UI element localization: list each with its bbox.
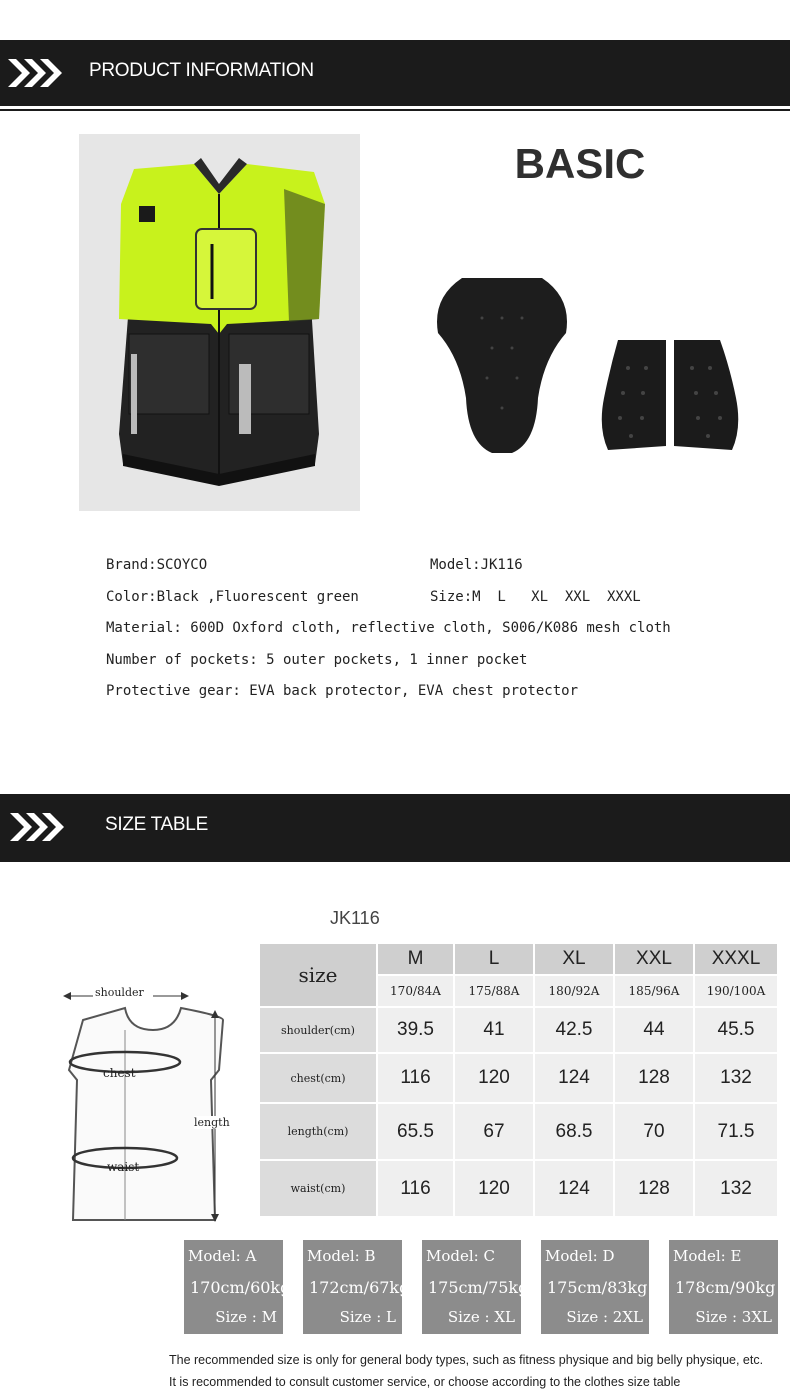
spec-protective-gear: Protective gear: EVA back protector, EVA chest protector [106,683,579,699]
size-name: L [455,944,533,974]
table-cell: 68.5 [535,1104,613,1159]
divider [0,109,790,111]
shoulder-label: shoulder [95,986,144,999]
section-title: PRODUCT INFORMATION [89,60,314,81]
back-protector-image [432,278,572,456]
table-cell: 116 [378,1054,453,1102]
chest-protector-left-image [598,338,670,452]
table-cell: 132 [695,1054,777,1102]
row-label: chest(cm) [260,1054,376,1102]
model-size: Size : XL [447,1308,515,1326]
section-title: SIZE TABLE [105,814,208,835]
measurement-diagram [55,980,255,1230]
chevron-arrows-icon [10,811,66,843]
table-cell: 70 [615,1104,693,1159]
table-cell: 67 [455,1104,533,1159]
chevron-arrows-icon [8,57,64,89]
divider [0,860,790,862]
size-name: XL [535,944,613,974]
model-size: Size : 3XL [695,1308,772,1326]
model-size: Size : 2XL [566,1308,643,1326]
model-card-e [669,1240,778,1334]
model-card-c [422,1240,529,1334]
size-table [258,942,779,1218]
table-cell: 132 [695,1161,777,1216]
size-code: 190/100A [695,976,777,1006]
size-name: XXXL [695,944,777,974]
table-cell: 39.5 [378,1008,453,1052]
size-table-banner [0,794,790,860]
model-name: Model: E [673,1247,742,1265]
model-body: 170cm/60kg [190,1278,291,1297]
spec-brand: Brand:SCOYCO [106,557,208,573]
row-label: waist(cm) [260,1161,376,1216]
table-cell: 65.5 [378,1104,453,1159]
model-size: Size : M [215,1308,277,1326]
size-name: M [378,944,453,974]
size-note-2: It is recommended to consult customer service, or choose according to the clothes size table [169,1375,681,1389]
size-code: 170/84A [378,976,453,1006]
table-cell: 42.5 [535,1008,613,1052]
model-name: Model: A [188,1247,257,1265]
table-cell: 124 [535,1161,613,1216]
model-body: 178cm/90kg [675,1278,776,1297]
spec-size: Size:M L XL XXL XXXL [430,589,641,605]
table-cell: 41 [455,1008,533,1052]
table-cell: 128 [615,1161,693,1216]
table-cell: 44 [615,1008,693,1052]
model-card-b [303,1240,410,1334]
row-label: shoulder(cm) [260,1008,376,1052]
spec-material: Material: 600D Oxford cloth, reflective cloth, S006/K086 mesh cloth [106,620,671,636]
model-name: Model: D [545,1247,615,1265]
table-cell: 45.5 [695,1008,777,1052]
spec-color: Color:Black ,Fluorescent green [106,589,359,605]
table-cell: 120 [455,1161,533,1216]
size-code: 180/92A [535,976,613,1006]
size-code: 185/96A [615,976,693,1006]
table-cell: 124 [535,1054,613,1102]
waist-label: waist [107,1160,140,1174]
spec-pockets: Number of pockets: 5 outer pockets, 1 inner pocket [106,652,528,668]
model-name: Model: C [426,1247,495,1265]
model-card-a [184,1240,291,1334]
model-body: 175cm/75kg [428,1278,529,1297]
length-label: length [194,1116,230,1129]
model-card-d [541,1240,649,1334]
product-info-banner [0,40,790,106]
basic-heading: BASIC [514,140,646,187]
chest-label: chest [103,1066,136,1080]
size-name: XXL [615,944,693,974]
size-code: 175/88A [455,976,533,1006]
table-cell: 128 [615,1054,693,1102]
model-body: 172cm/67kg [309,1278,410,1297]
table-cell: 116 [378,1161,453,1216]
table-cell: 120 [455,1054,533,1102]
model-name: Model: B [307,1247,376,1265]
size-note-1: The recommended size is only for general body types, such as fitness physique and big belly physique, etc. [169,1353,764,1367]
chest-protector-right-image [672,338,742,452]
vest-photo [79,134,360,511]
size-chart-model: JK116 [330,908,380,928]
model-body: 175cm/83kg [547,1278,648,1297]
size-header: size [260,944,376,1006]
model-size: Size : L [339,1308,396,1326]
row-label: length(cm) [260,1104,376,1159]
table-cell: 71.5 [695,1104,777,1159]
spec-model: Model:JK116 [430,557,523,573]
